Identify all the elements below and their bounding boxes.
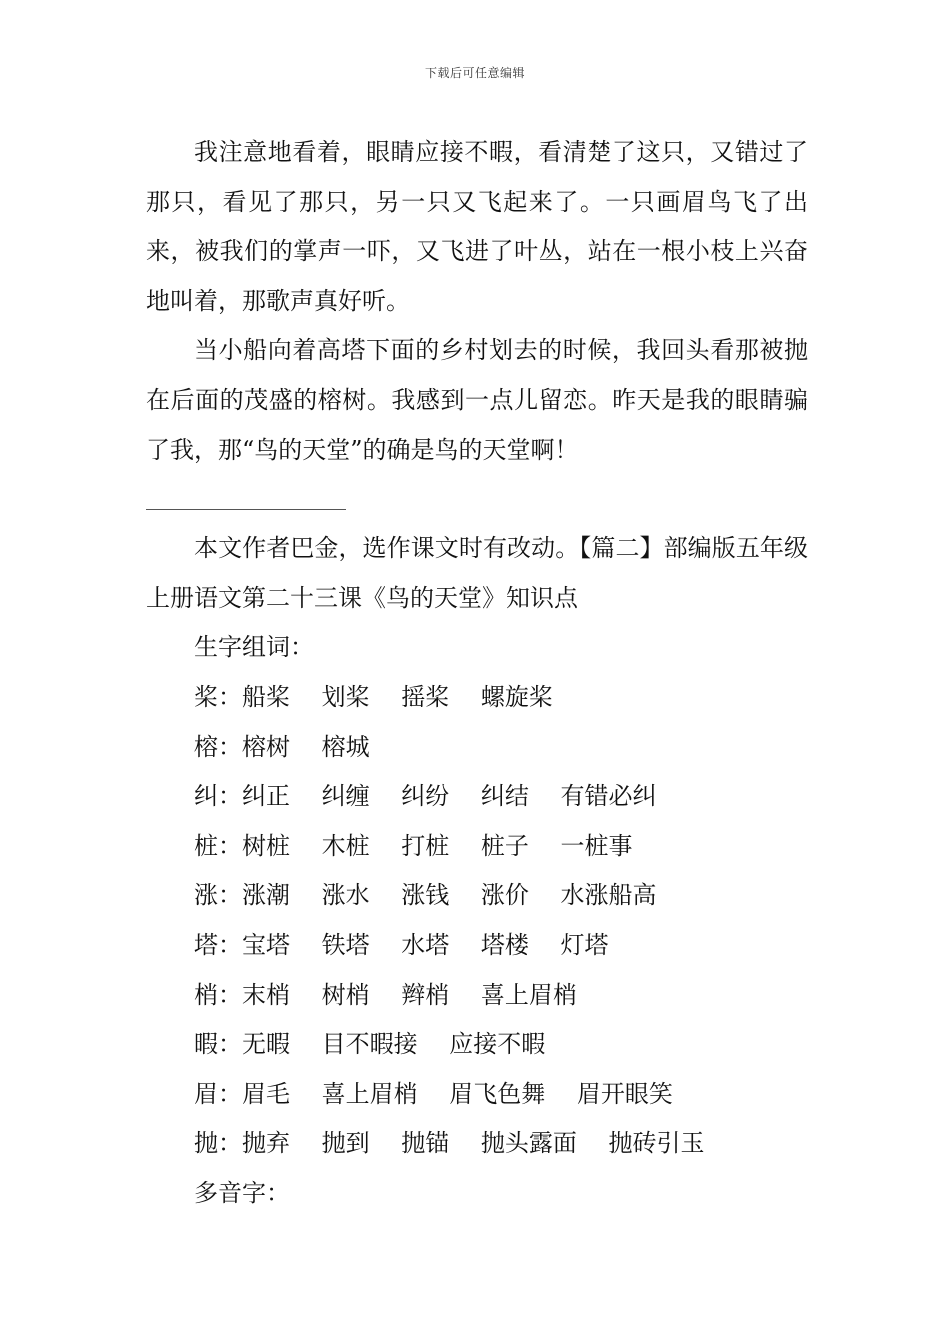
header-note: 下载后可任意编辑 [424,66,525,80]
vocab-line: 涨：涨潮 涨水 涨钱 涨价 水涨船高 [194,881,657,910]
vocab-line: 抛：抛弃 抛到 抛锚 抛头露面 抛砖引玉 [194,1129,705,1158]
vocab-line: 眉：眉毛 喜上眉梢 眉飞色舞 眉开眼笑 [194,1079,673,1108]
vocab-line: 梢：末梢 树梢 辫梢 喜上眉梢 [194,980,577,1009]
vocab-line: 桨：船桨 划桨 摇桨 螺旋桨 [194,682,553,711]
paragraph-1: 我注意地看着，眼睛应接不暇，看清楚了这只，又错过了那只，看见了那只，另一只又飞起来了。一只画眉鸟飞了出来，被我们的掌声一吓，又飞进了叶丛，站在一根小枝上兴奋地叫着，那歌声真好听。 [146,138,808,315]
paragraph-2: 当小船向着高塔下面的乡村划去的时候，我回头看那被抛在后面的茂盛的榕树。我感到一点儿留恋。昨天是我的眼睛骗了我，那“鸟的天堂”的确是鸟的天堂啊！ [146,336,808,464]
section-heading-polyphone: 多音字： [194,1178,290,1207]
vocab-line: 暇：无暇 目不暇接 应接不暇 [194,1030,546,1059]
section-heading-vocab: 生字组词： [194,633,314,662]
footnote-divider [146,509,346,510]
document-body [146,128,808,1218]
footnote-text: 本文作者巴金，选作课文时有改动。【篇二】部编版五年级上册语文第二十三课《鸟的天堂》知识点 [146,534,808,612]
vocab-line: 纠：纠正 纠缠 纠纷 纠结 有错必纠 [194,782,657,811]
vocab-line: 塔：宝塔 铁塔 水塔 塔楼 灯塔 [194,930,609,959]
vocab-line: 桩：树桩 木桩 打桩 桩子 一桩事 [194,831,633,860]
vocab-line: 榕：榕树 榕城 [194,732,370,761]
